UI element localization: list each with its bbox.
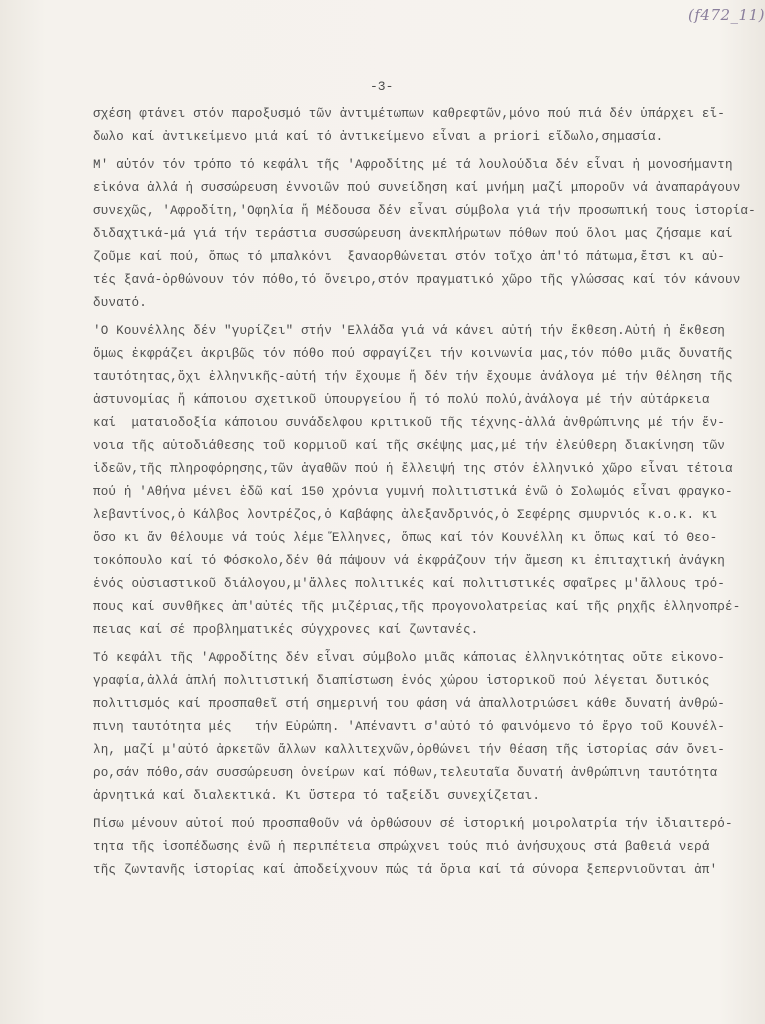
text-line: διδαχτικά-μά γιά τήν τεράστια συσσώρευση ἀνεκπλήρωτων πόθων πού ὅλοι μας ζήσαμε καί [93,227,733,241]
paragraph [93,154,756,315]
text-line: ὅσο κι ἄν θέλουμε νά τούς λέμε Ἕλληνες, ὅπως καί τόν Κουνέλλη κι ὅπως καί τό Θεο- [93,531,718,545]
paragraph [93,813,733,882]
archive-annotation: (f472_11) [688,6,765,24]
paragraph [93,647,733,808]
text-line: ἀστυνομίας ἤ κάποιου σχετικοῦ ὑπουργείου ἤ τό πολύ πολύ,ἀνάλογα μέ τήν αὐτάρκεια [93,393,710,407]
text-line: πους καί συνθῆκες ἀπ'αὐτές τῆς μιζέριας,τῆς προγονολατρείας καί τῆς ρηχῆς ἑλληνοπρέ- [93,600,741,614]
text-line: δυνατό. [93,296,147,310]
document-body [93,103,756,887]
text-line: ἰδεῶν,τῆς πληροφόρησης,τῶν ἀγαθῶν πού ἡ ἔλλειψή της στόν ἑλληνικό χῶρο εἶναι τέτοια [93,462,733,476]
text-line: 'Ο Κουνέλλης δέν "γυρίζει" στήν 'Ελλάδα γιά νά κάνει αὐτή τήν ἔκθεση.Αὐτή ἡ ἔκθεση [93,324,726,338]
text-line: καί ματαιοδοξία κάποιου συνάδελφου κριτικοῦ τῆς τέχνης-ἀλλά ἀνθρώπινης μέ τήν ἔν- [93,416,726,430]
text-line: σχέση φτάνει στόν παροξυσμό τῶν ἀντιμέτωπων καθρεφτῶν,μόνο πού πιά δέν ὑπάρχει εἴ- [93,107,726,121]
text-line: εἰκόνα ἀλλά ἡ συσσώρευση ἐννοιῶν πού συνείδηση καί μνήμη μαζί μποροῦν νά ἀναπαράγουν [93,181,741,195]
text-line: ρο,σάν πόθο,σάν συσσώρευση ὀνείρων καί πόθων,τελευταῖα δυνατή ἀνθρώπινη ταυτότητα [93,766,718,780]
text-line: δωλο καί ἀντικείμενο μιά καί τό ἀντικείμενο εἶναι a priori εἴδωλο,σημασία. [93,130,664,144]
paragraph [93,320,741,642]
text-line: ἀρνητικά καί διαλεκτικά. Κι ὕστερα τό ταξείδι συνεχίζεται. [93,789,541,803]
text-line: λεβαντίνος,ὁ Κάλβος λοντρέζος,ὁ Καβάφης ἀλεξανδρινός,ὁ Σεφέρης σμυρνιός κ.ο.κ. κι [93,508,718,522]
text-line: πολιτισμός καί προσπαθεῖ στή σημερινή του φάση νά ἀπαλλοτριώσει κάθε δυνατή ἀνθρώ- [93,697,726,711]
text-line: Μ' αὐτόν τόν τρόπο τό κεφάλι τῆς 'Αφροδίτης μέ τά λουλούδια δέν εἶναι ἡ μονοσήμαντη [93,158,733,172]
text-line: τές ξανά-ὀρθώνουν τόν πόθο,τό ὄνειρο,στόν πραγματικό χῶρο τῆς γλώσσας καί τόν κάνουν [93,273,741,287]
text-line: γραφία,ἀλλά ἁπλή πολιτιστική διαπίστωση ἑνός χώρου ἱστορικοῦ πού λέγεται δυτικός [93,674,710,688]
text-line: Τό κεφάλι τῆς 'Αφροδίτης δέν εἶναι σύμβολο μιᾶς κάποιας ἑλληνικότητας οὔτε εἰκονο- [93,651,726,665]
paragraph [93,103,733,149]
text-line: λη, μαζί μ'αὐτό ἀρκετῶν ἄλλων καλλιτεχνῶν,ὀρθώνει τήν θέαση τῆς ἱστορίας σάν ὄνει- [93,743,726,757]
text-line: πού ἡ 'Αθήνα μένει ἐδῶ καί 150 χρόνια γυμνή πολιτιστικά ἐνῶ ὁ Σολωμός εἶναι φραγκο- [93,485,733,499]
text-line: ἑνός οὐσιαστικοῦ διάλογου,μ'ἄλλες πολιτικές καί πολιτιστικές σφαῖρες μ'ἄλλους τρό- [93,577,726,591]
text-line: ὅμως ἐκφράζει ἀκριβῶς τόν πόθο πού σφραγίζει τήν κοινωνία μας,τόν πόθο μιᾶς δυνατῆς [93,347,733,361]
text-line: Πίσω μένουν αὐτοί πού προσπαθοῦν νά ὀρθώσουν σέ ἱστορική μοιρολατρία τήν ἰδιαιτερό- [93,817,733,831]
text-line: νοια τῆς αὐτοδιάθεσης τοῦ κορμιοῦ καί τῆς σκέψης μας,μέ τήν ἐλεύθερη διακίνηση τῶν [93,439,726,453]
text-line: ζοῦμε καί πού, ὅπως τό μπαλκόνι ξαναορθώνεται στόν τοῖχο ἀπ'τό πάτωμα,ἔτσι κι αὐ- [93,250,726,264]
text-line: συνεχῶς, 'Αφροδίτη,'Οφηλία ἤ Μέδουσα δέν εἶναι σύμβολα γιά τήν προσωπική τους ἱστορία- [93,204,756,218]
text-line: τῆς ζωντανῆς ἱστορίας καί ἀποδείχνουν πώς τά ὅρια καί τά σύνορα ξεπερνιοῦνται ἀπ' [93,863,718,877]
text-line: τητα τῆς ἰσοπέδωσης ἐνῶ ἡ περιπέτεια σπρώχνει τούς πιό ἀνήσυχους στά βαθειά νερά [93,840,710,854]
page-number: -3- [370,79,394,94]
text-line: τοκόπουλο καί τό Φόσκολο,δέν θά πάψουν νά ἐκφράζουν τήν ἄμεση κι ἐπιταχτική ἀνάγκη [93,554,726,568]
text-line: πειας καί σέ προβληματικές σύγχρονες καί ζωντανές. [93,623,479,637]
text-line: ταυτότητας,ὄχι ἑλληνικῆς-αὐτή τήν ἔχουμε ἤ δέν τήν ἔχουμε ἀνάλογα μέ τήν θέληση τῆς [93,370,733,384]
text-line: πινη ταυτότητα μές τήν Εὐρώπη. 'Απέναντι σ'αὐτό τό φαινόμενο τό ἔργο τοῦ Κουνέλ- [93,720,726,734]
